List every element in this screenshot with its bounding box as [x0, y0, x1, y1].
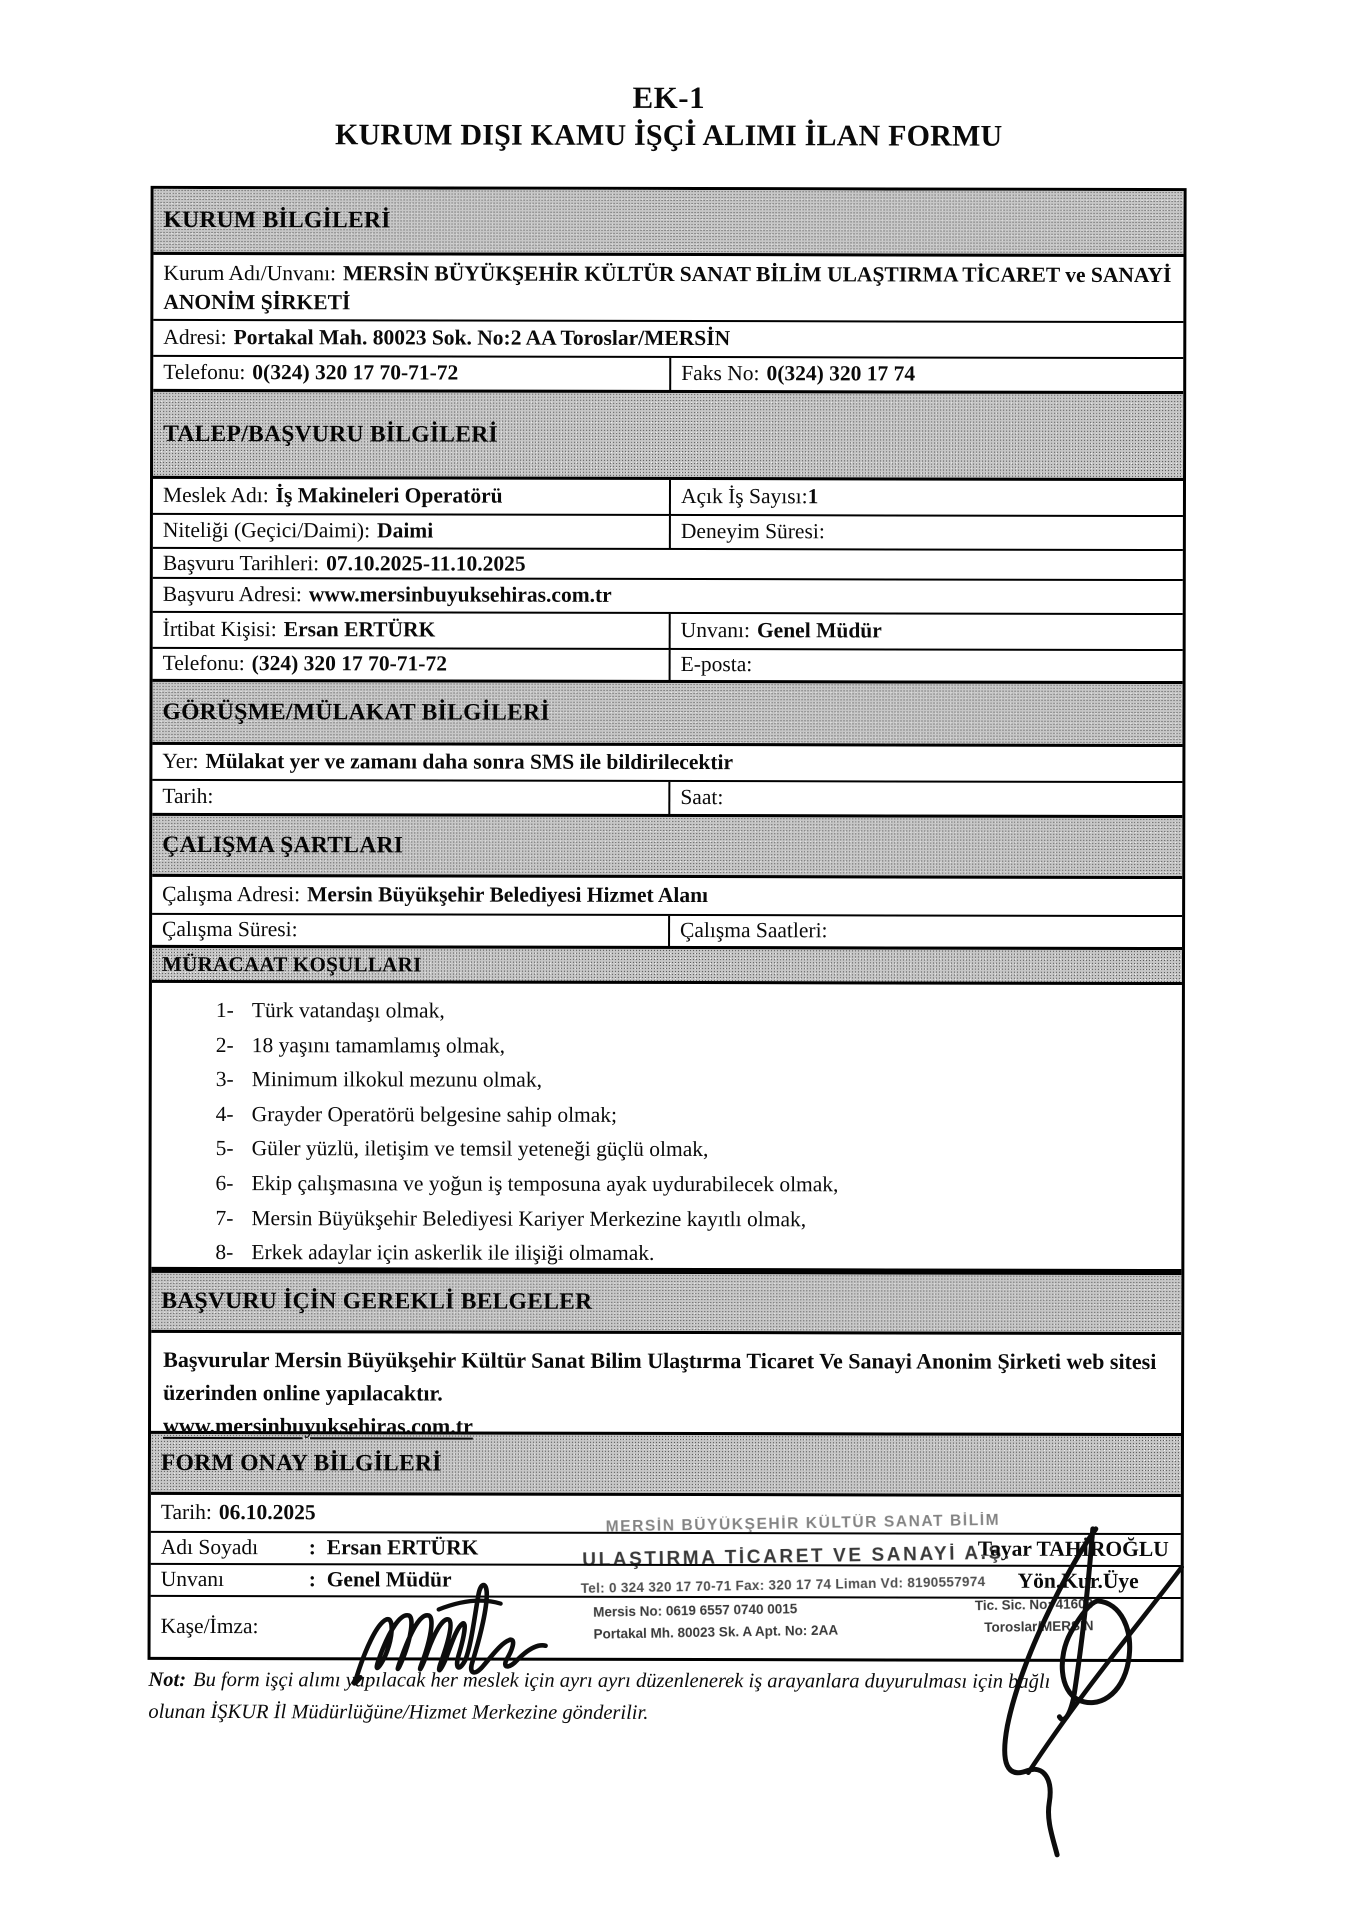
- list-item-text: 18 yaşını tamamlamış olmak,: [251, 1032, 506, 1058]
- row-yer: [152, 745, 1182, 781]
- gorusme-saat-label: Saat:: [680, 785, 724, 810]
- irtibat-cell: [153, 613, 669, 648]
- yer-cell: [152, 745, 741, 780]
- list-item-no: 1-: [215, 998, 234, 1023]
- onay-unvan-colon: :: [308, 1567, 316, 1592]
- note-line-1: Bu form işçi alımı yapılacak her meslek için ayrı ayrı düzenlenerek iş arayanlara duyurulması için bağlı: [193, 1668, 1051, 1693]
- stamp-line-2: ULAŞTIRMA TİCARET VE SANAYİ A.Ş.: [582, 1542, 1012, 1571]
- deneyim-label: Deneyim Süresi:: [680, 519, 825, 544]
- onay-tarih-label: Tarih:: [160, 1500, 212, 1525]
- section-header-form-onay: FORM ONAY BİLGİLERİ: [151, 1431, 1181, 1497]
- list-item-no: 8-: [215, 1240, 234, 1265]
- list-item-text: Mersin Büyükşehir Belediyesi Kariyer Merkezine kayıtlı olmak,: [251, 1205, 807, 1231]
- acik-is-label: Açık İş Sayısı:: [680, 484, 808, 509]
- basvuru-adres-cell: [153, 579, 620, 612]
- yer-label: Yer:: [162, 749, 199, 774]
- list-item: [216, 993, 1182, 1030]
- kase-signature: [346, 1579, 556, 1691]
- list-item: [216, 1097, 1182, 1134]
- row-adres: [153, 319, 1183, 357]
- title-block: [151, 79, 1187, 154]
- telefon2-value: (324) 320 17 70-71-72: [251, 651, 447, 676]
- adres-cell: [153, 321, 738, 356]
- irtibat-value: Ersan ERTÜRK: [283, 617, 436, 642]
- list-item-text: Ekip çalışmasına ve yoğun iş temposuna ayak uydurabilecek olmak,: [251, 1171, 839, 1197]
- row-irtibat: [153, 611, 1183, 649]
- muracaat-list-area: [151, 983, 1182, 1269]
- telefon-label: Telefonu:: [163, 360, 246, 385]
- calisma-saat-label: Çalışma Saatleri:: [680, 918, 828, 943]
- basvuru-tarih-value: 07.10.2025-11.10.2025: [326, 551, 526, 576]
- section-header-gorusme: GÖRÜŞME/MÜLAKAT BİLGİLERİ: [152, 679, 1182, 747]
- meslek-value: İş Makineleri Operatörü: [275, 483, 503, 508]
- list-item-no: 7-: [215, 1205, 234, 1230]
- attachment-label: EK-1: [632, 79, 706, 116]
- stamp-address: Portakal Mh. 80023 Sk. A Apt. No: 2AA: [593, 1622, 839, 1642]
- row-telefon2: [153, 647, 1183, 681]
- kase-label: Kaşe/İmza:: [160, 1614, 259, 1639]
- note-line-2: olunan İŞKUR İl Müdürlüğüne/Hizmet Merkezine gönderilir.: [148, 1700, 649, 1724]
- yer-value: Mülakat yer ve zamanı daha sonra SMS ile bildirilecektir: [205, 749, 734, 775]
- onay-unvan-value: Genel Müdür: [326, 1567, 452, 1592]
- unvan-cell: [669, 614, 1183, 649]
- nitelik-value: Daimi: [377, 518, 434, 543]
- list-item: [216, 1028, 1182, 1065]
- telefon2-label: Telefonu:: [162, 651, 245, 676]
- basvuru-tarih-label: Başvuru Tarihleri:: [162, 550, 320, 576]
- adi-soyadi-colon: :: [308, 1535, 316, 1560]
- gorusme-tarih-cell: [152, 781, 668, 814]
- unvan-label: Unvanı:: [680, 618, 750, 643]
- onay-tarih-cell: [151, 1495, 324, 1531]
- basvuru-adres-value: www.mersinbuyuksehiras.com.tr: [308, 582, 612, 607]
- list-item-no: 2-: [215, 1032, 234, 1057]
- meslek-label: Meslek Adı:: [162, 483, 269, 508]
- kurum-adi-label: Kurum Adı/Unvanı:: [163, 260, 337, 286]
- eposta-label: E-posta:: [680, 652, 753, 677]
- list-item: [216, 1131, 1182, 1168]
- deneyim-cell: [669, 516, 1183, 549]
- calisma-saat-cell: [668, 916, 1182, 947]
- calisma-adres-label: Çalışma Adresi:: [162, 882, 301, 907]
- irtibat-label: İrtibat Kişisi:: [162, 617, 277, 642]
- list-item-no: 5-: [215, 1136, 234, 1161]
- list-item-no: 6-: [215, 1171, 234, 1196]
- onay-tarih-value: 06.10.2025: [218, 1500, 316, 1525]
- faks-cell: [669, 358, 1183, 391]
- list-item-text: Türk vatandaşı olmak,: [251, 998, 445, 1023]
- list-item-text: Erkek adaylar için askerlik ile ilişiği olmamak.: [251, 1240, 655, 1266]
- stamp-mersis-no: Mersis No: 0619 6557 0740 0015: [593, 1601, 798, 1620]
- nitelik-cell: [153, 515, 669, 548]
- list-item-no: 3-: [215, 1067, 234, 1092]
- belgeler-text: Başvurular Mersin Büyükşehir Kültür Sanat Bilim Ulaştırma Ticaret Ve Sanayi Anonim Şirketi web sitesi üzerinden online yapılacaktır.: [163, 1346, 1157, 1406]
- eposta-cell: [669, 650, 1183, 681]
- page-title: KURUM DIŞI KAMU İŞÇİ ALIMI İLAN FORMU: [334, 118, 1003, 153]
- row-telefon-faks: [153, 355, 1183, 391]
- list-item-text: Güler yüzlü, iletişim ve temsil yeteneği güçlü olmak,: [251, 1136, 709, 1162]
- acik-is-value: 1: [807, 484, 819, 509]
- calisma-sure-label: Çalışma Süresi:: [162, 917, 298, 942]
- kurum-adi-cell: [153, 255, 1183, 321]
- stamp-district: Toroslar/MERSİN: [984, 1618, 1094, 1636]
- stamp-line-1: MERSİN BÜYÜKŞEHİR KÜLTÜR SANAT BİLİM: [605, 1511, 1001, 1536]
- adi-soyadi-label: Adı Soyadı: [160, 1535, 259, 1560]
- row-calisma-sure: [152, 913, 1182, 947]
- list-item: [215, 1166, 1181, 1203]
- nitelik-label: Niteliği (Geçici/Daimi):: [162, 518, 371, 543]
- section-header-muracaat: MÜRACAAT KOŞULLARI: [152, 945, 1182, 985]
- list-item-text: Minimum ilkokul mezunu olmak,: [251, 1067, 543, 1092]
- unvan-value: Genel Müdür: [756, 618, 882, 643]
- belgeler-paragraph: [151, 1333, 1181, 1439]
- basvuru-tarih-cell: [153, 549, 534, 578]
- meslek-cell: [153, 479, 669, 514]
- row-basvuru-tarihleri: [153, 547, 1183, 579]
- section-header-talep-basvuru: TALEP/BAŞVURU BİLGİLERİ: [153, 389, 1183, 481]
- stamp-line-3: Tel: 0 324 320 17 70-71 Fax: 320 17 74 Liman Vd: 8190557974: [580, 1574, 986, 1596]
- form-table: [148, 186, 1187, 1662]
- onay-unvan-label: Unvanı: [160, 1567, 225, 1592]
- list-item: [215, 1235, 1181, 1272]
- onay-unvan-value-2: Yön.Kur.Üye: [1017, 1568, 1139, 1594]
- adi-soyadi-value: Ersan ERTÜRK: [326, 1535, 479, 1560]
- faks-label: Faks No:: [681, 361, 760, 386]
- row-tarih-saat: [152, 779, 1182, 815]
- section-header-belgeler: BAŞVURU İÇİN GEREKLİ BELGELER: [151, 1267, 1181, 1335]
- belgeler-url: www.mersinbuyuksehiras.com.tr: [162, 1412, 473, 1439]
- list-item: [216, 1062, 1182, 1099]
- row-basvuru-adresi: [153, 577, 1183, 613]
- kurum-adi-value: MERSİN BÜYÜKŞEHİR KÜLTÜR SANAT BİLİM ULAŞTIRMA TİCARET ve SANAYİ ANONİM ŞİRKETİ: [163, 261, 1172, 315]
- stamp-tic-sic-no: Tic. Sic. No: 41603: [974, 1596, 1094, 1614]
- conditions-list: [151, 983, 1182, 1272]
- list-item: [215, 1201, 1181, 1238]
- calisma-sure-cell: [152, 915, 668, 946]
- kase-cell: [151, 1597, 267, 1657]
- gorusme-tarih-label: Tarih:: [162, 784, 214, 809]
- acik-is-cell: [669, 480, 1183, 515]
- calisma-adres-cell: [152, 877, 716, 914]
- note-label: Not:: [148, 1668, 187, 1691]
- row-meslek: [153, 479, 1183, 515]
- approver-signature: [983, 1519, 1196, 1864]
- row-kurum-adi: [153, 255, 1183, 321]
- faks-value: 0(324) 320 17 74: [766, 361, 916, 386]
- list-item-no: 4-: [215, 1101, 234, 1126]
- telefon2-cell: [153, 649, 669, 680]
- gorusme-saat-cell: [668, 782, 1182, 815]
- telefon-cell: [153, 357, 669, 390]
- section-header-calisma: ÇALIŞMA ŞARTLARI: [152, 813, 1182, 879]
- row-calisma-adresi: [152, 877, 1182, 915]
- list-item-text: Grayder Operatörü belgesine sahip olmak;: [251, 1101, 618, 1127]
- adres-label: Adresi:: [163, 325, 227, 350]
- section-header-kurum-bilgileri: KURUM BİLGİLERİ: [153, 189, 1183, 257]
- telefon-value: 0(324) 320 17 70-71-72: [252, 360, 459, 385]
- basvuru-adres-label: Başvuru Adresi:: [162, 582, 302, 607]
- adi-soyadi-value-2: Tayar TAHİROĞLU: [977, 1536, 1169, 1562]
- row-nitelik: [153, 513, 1183, 549]
- adres-value: Portakal Mah. 80023 Sok. No:2 AA Toroslar/MERSİN: [233, 325, 731, 351]
- calisma-adres-value: Mersin Büyükşehir Belediyesi Hizmet Alanı: [307, 882, 709, 908]
